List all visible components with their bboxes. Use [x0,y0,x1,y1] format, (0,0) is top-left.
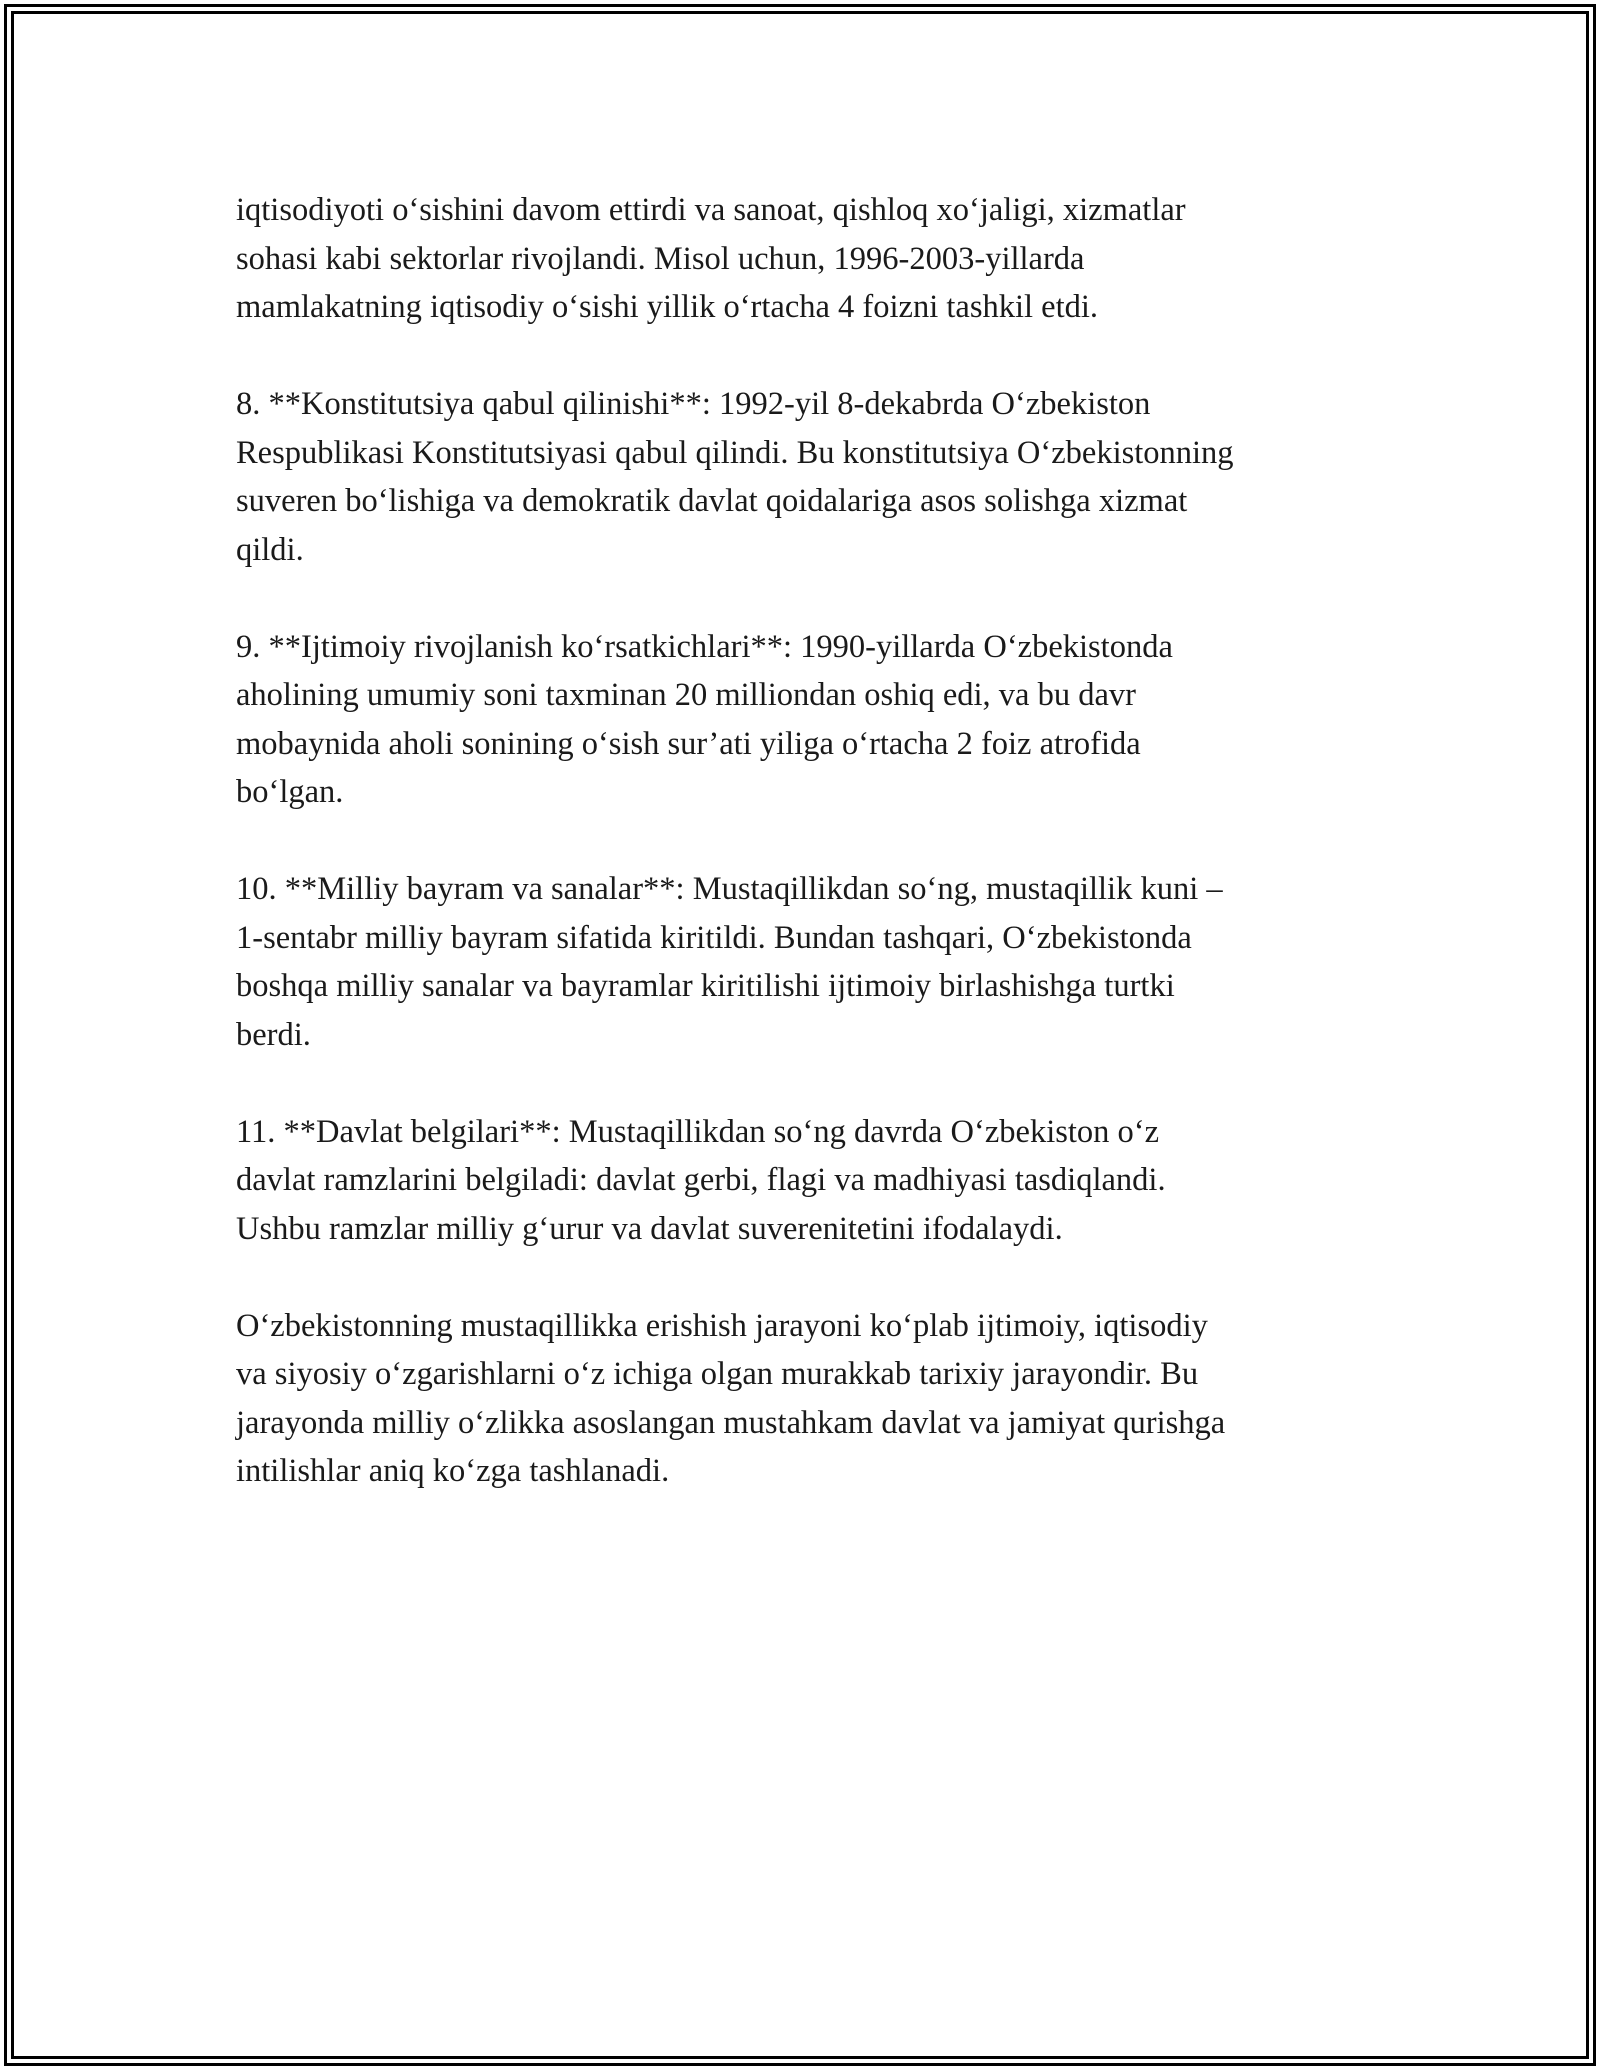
paragraph-conclusion: O‘zbekistonning mustaqillikka erishish jarayoni ko‘plab ijtimoiy, iqtisodiy va siyosiy o‘zgarishlarni o‘z ichiga olgan murakkab tarixiy jarayondir. Bu jarayonda milliy o‘zlikka asoslangan mustahkam davlat va jamiyat qurishga intilishlar aniq ko‘zga tashlanadi. [236,1307,1226,1489]
paragraph-national-holidays: 10. **Milliy bayram va sanalar**: Mustaqillikdan so‘ng, mustaqillik kuni – 1-sentabr milliy bayram sifatida kiritildi. Bundan tashqari, O‘zbekistonda boshqa milliy sanalar va bayramlar kiritilishi ijtimoiy birlashishga turtki berdi. [236,871,1223,1053]
paragraph-state-symbols: 11. **Davlat belgilari**: Mustaqillikdan so‘ng davrda O‘zbekiston o‘z davlat ramzlarini belgiladi: davlat gerbi, flagi va madhiyasi tasdiqlandi. Ushbu ramzlar milliy g‘urur va davlat suverenitetini ifodalaydi. [236,1113,1166,1247]
paragraph-social-development: 9. **Ijtimoiy rivojlanish ko‘rsatkichlari**: 1990-yillarda O‘zbekistonda aholining umumiy soni taxminan 20 milliondan oshiq edi, va bu davr mobaynida aholi sonining o‘sish sur’ati yiliga o‘rtacha 2 foiz atrofida bo‘lgan. [236,628,1173,810]
document-body [236,186,1386,1496]
paragraph-economic-growth: iqtisodiyoti o‘sishini davom ettirdi va sanoat, qishloq xo‘jaligi, xizmatlar sohasi kabi sektorlar rivojlandi. Misol uchun, 1996-2003-yillarda mamlakatning iqtisodiy o‘sishi yillik o‘rtacha 4 foizni tashkil etdi. [236,192,1186,325]
paragraph-constitution: 8. **Konstitutsiya qabul qilinishi**: 1992-yil 8-dekabrda O‘zbekiston Respublikasi Konstitutsiyasi qabul qilindi. Bu konstitutsiya O‘zbekistonning suveren bo‘lishiga va demokratik davlat qoidalariga asos solishga xizmat qildi. [236,386,1234,568]
